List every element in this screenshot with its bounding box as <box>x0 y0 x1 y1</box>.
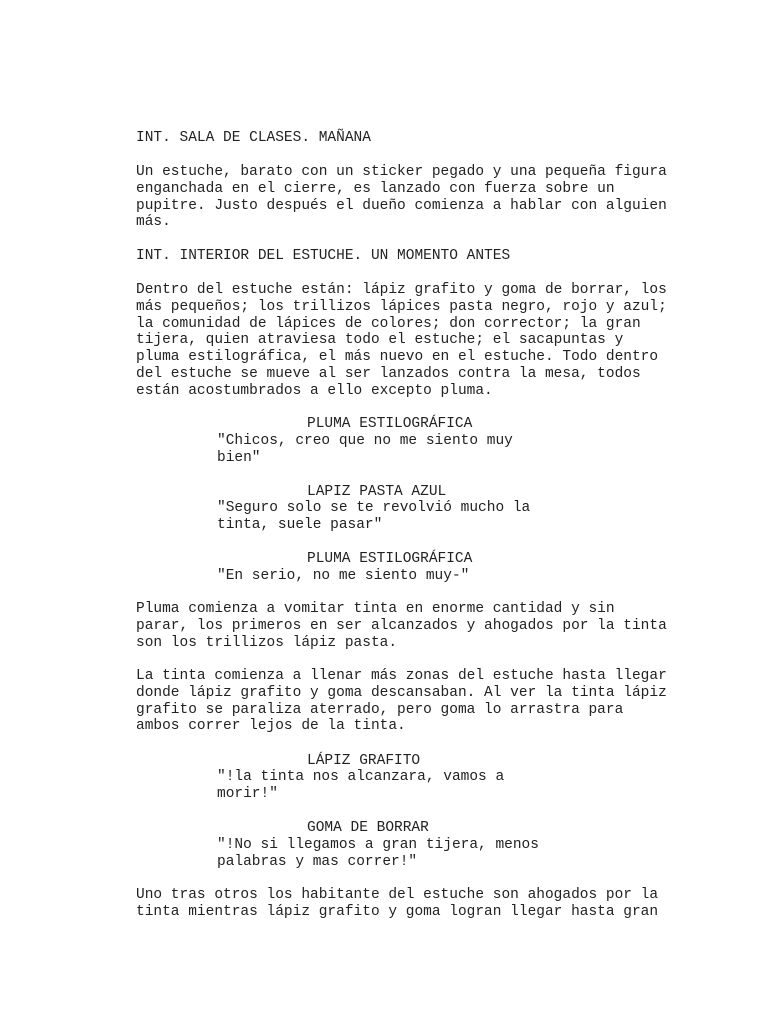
scene-heading: INT. SALA DE CLASES. MAÑANA <box>136 130 371 146</box>
action-paragraph: Un estuche, barato con un sticker pegado y una pequeña figura enganchada en el cierre, es lanzado con fuerza sobre un pupitre. Justo después el dueño comienza a hablar con alguien más. <box>136 164 667 231</box>
action-paragraph: La tinta comienza a llenar más zonas del estuche hasta llegar donde lápiz grafito y goma descansaban. Al ver la tinta lápiz grafito se paraliza aterrado, pero goma lo arrastra para ambos correr lejos de la tinta. <box>136 668 667 735</box>
character-name: LAPIZ PASTA AZUL <box>307 484 447 500</box>
dialogue-line: "!No si llegamos a gran tijera, menos palabras y mas correr!" <box>217 837 539 870</box>
action-paragraph: Pluma comienza a vomitar tinta en enorme cantidad y sin parar, los primeros en ser alcanzados y ahogados por la tinta son los trillizos lápiz pasta. <box>136 601 667 651</box>
dialogue-line: "En serio, no me siento muy-" <box>217 568 470 584</box>
character-name: LÁPIZ GRAFITO <box>307 753 421 769</box>
character-name: PLUMA ESTILOGRÁFICA <box>307 416 473 432</box>
scene-heading: INT. INTERIOR DEL ESTUCHE. UN MOMENTO ANTES <box>136 248 511 264</box>
character-name: PLUMA ESTILOGRÁFICA <box>307 551 473 567</box>
dialogue-line: "Chicos, creo que no me siento muy bien" <box>217 433 513 466</box>
dialogue-line: "Seguro solo se te revolvió mucho la tinta, suele pasar" <box>217 500 531 533</box>
dialogue-line: "!la tinta nos alcanzara, vamos a morir!" <box>217 769 505 802</box>
action-paragraph: Uno tras otros los habitante del estuche son ahogados por la tinta mientras lápiz grafito y goma logran llegar hasta gran <box>136 887 659 920</box>
character-name: GOMA DE BORRAR <box>307 820 429 836</box>
action-paragraph: Dentro del estuche están: lápiz grafito y goma de borrar, los más pequeños; los trillizos lápices pasta negro, rojo y azul; la comunidad de lápices de colores; don corrector; la gran tijera, quien atraviesa todo el estuche; el sacapuntas y pluma estilográfica, el más nuevo en el estuche. Todo dentro del estuche se mueve al ser lanzados contra la mesa, todos están acostumbrados a ello excepto pluma. <box>136 282 667 399</box>
